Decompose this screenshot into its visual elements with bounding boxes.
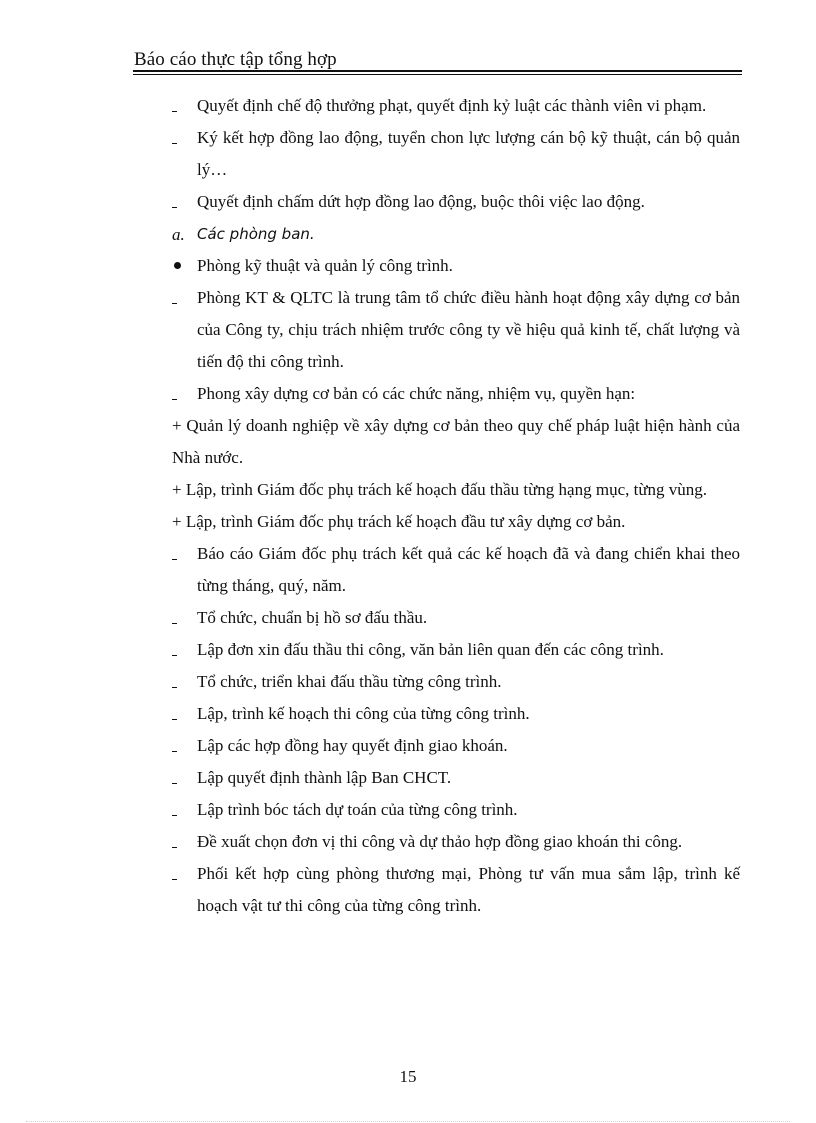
dash-marker — [172, 207, 177, 208]
list-item-text: Phong xây dựng cơ bản có các chức năng, nhiệm vụ, quyền hạn: — [197, 384, 636, 403]
bullet-dot — [174, 262, 181, 269]
header-rule-thin — [133, 74, 742, 75]
dash-marker — [172, 687, 177, 688]
list-item-text: Tổ chức, triển khai đấu thầu từng công trình. — [197, 672, 502, 691]
dash-marker — [172, 751, 177, 752]
list-item-text: Ký kết hợp đồng lao động, tuyển chon lực lượng cán bộ kỹ thuật, cán bộ quản lý… — [197, 128, 740, 179]
dash-marker — [172, 559, 177, 560]
list-item — [172, 186, 740, 218]
bullet-item — [172, 250, 740, 282]
list-item-text: Lập quyết định thành lập Ban CHCT. — [197, 768, 452, 787]
dash-marker — [172, 303, 177, 304]
page-header — [133, 46, 743, 72]
list-item — [172, 538, 740, 602]
plus-item — [172, 506, 740, 538]
list-item — [172, 282, 740, 378]
list-item — [172, 730, 740, 762]
bullet-item-text: Phòng kỹ thuật và quản lý công trình. — [197, 256, 453, 275]
page-edge — [26, 1121, 790, 1122]
dash-marker — [172, 655, 177, 656]
plus-item-text: + Lập, trình Giám đốc phụ trách kế hoạch đấu thầu từng hạng mục, từng vùng. — [172, 480, 708, 499]
list-item-text: Lập trình bóc tách dự toán của từng công trình. — [197, 800, 518, 819]
dash-marker — [172, 879, 177, 880]
plus-item-text: + Quản lý doanh nghiệp về xây dựng cơ bản theo quy chế pháp luật hiện hành của Nhà nước. — [172, 416, 740, 467]
list-item — [172, 122, 740, 186]
list-item — [172, 602, 740, 634]
document-body — [172, 90, 740, 922]
list-item — [172, 378, 740, 410]
list-item — [172, 698, 740, 730]
list-item-text: Lập đơn xin đấu thầu thi công, văn bản liên quan đến các công trình. — [197, 640, 664, 659]
dash-marker — [172, 111, 177, 112]
list-item-text: Quyết định chế độ thưởng phạt, quyết định kỷ luật các thành viên vi phạm. — [197, 96, 707, 115]
list-item — [172, 794, 740, 826]
dash-marker — [172, 399, 177, 400]
list-item-text: Báo cáo Giám đốc phụ trách kết quả các kế hoạch đã và đang chiển khai theo từng tháng, quý, năm. — [197, 544, 740, 595]
report-title: Báo cáo thực tập tổng hợp — [134, 49, 337, 70]
list-item — [172, 762, 740, 794]
section-heading — [172, 218, 740, 250]
plus-item-text: + Lập, trình Giám đốc phụ trách kế hoạch đầu tư xây dựng cơ bản. — [172, 512, 626, 531]
plus-item — [172, 474, 740, 506]
list-item — [172, 858, 740, 922]
list-item-text: Lập, trình kế hoạch thi công của từng công trình. — [197, 704, 530, 723]
list-item — [172, 826, 740, 858]
list-item-text: Phối kết hợp cùng phòng thương mại, Phòng tư vấn mua sắm lập, trình kế hoạch vật tư thi công của từng công trình. — [197, 864, 740, 915]
list-item-text: Đề xuất chọn đơn vị thi công và dự thảo hợp đồng giao khoán thi công. — [197, 832, 683, 851]
list-item — [172, 634, 740, 666]
list-item — [172, 666, 740, 698]
section-heading-text: Các phòng ban. — [197, 225, 315, 243]
dash-marker — [172, 815, 177, 816]
list-item-text: Lập các hợp đồng hay quyết định giao khoán. — [197, 736, 508, 755]
list-item — [172, 90, 740, 122]
plus-item — [172, 410, 740, 474]
dash-marker — [172, 847, 177, 848]
dash-marker — [172, 719, 177, 720]
list-item-text: Phòng KT & QLTC là trung tâm tổ chức điều hành hoạt động xây dựng cơ bản của Công ty, chịu trách nhiệm trước công ty về hiệu quả kinh tế, chất lượng và tiến độ thi công trình. — [197, 288, 740, 371]
section-letter: a. — [172, 225, 185, 244]
list-item-text: Tổ chức, chuẩn bị hồ sơ đấu thầu. — [197, 608, 428, 627]
list-item-text: Quyết định chấm dứt hợp đồng lao động, buộc thôi việc lao động. — [197, 192, 645, 211]
header-rule-thick — [133, 70, 742, 72]
dash-marker — [172, 143, 177, 144]
dash-marker — [172, 783, 177, 784]
dash-marker — [172, 623, 177, 624]
page-number: 15 — [399, 1067, 417, 1086]
